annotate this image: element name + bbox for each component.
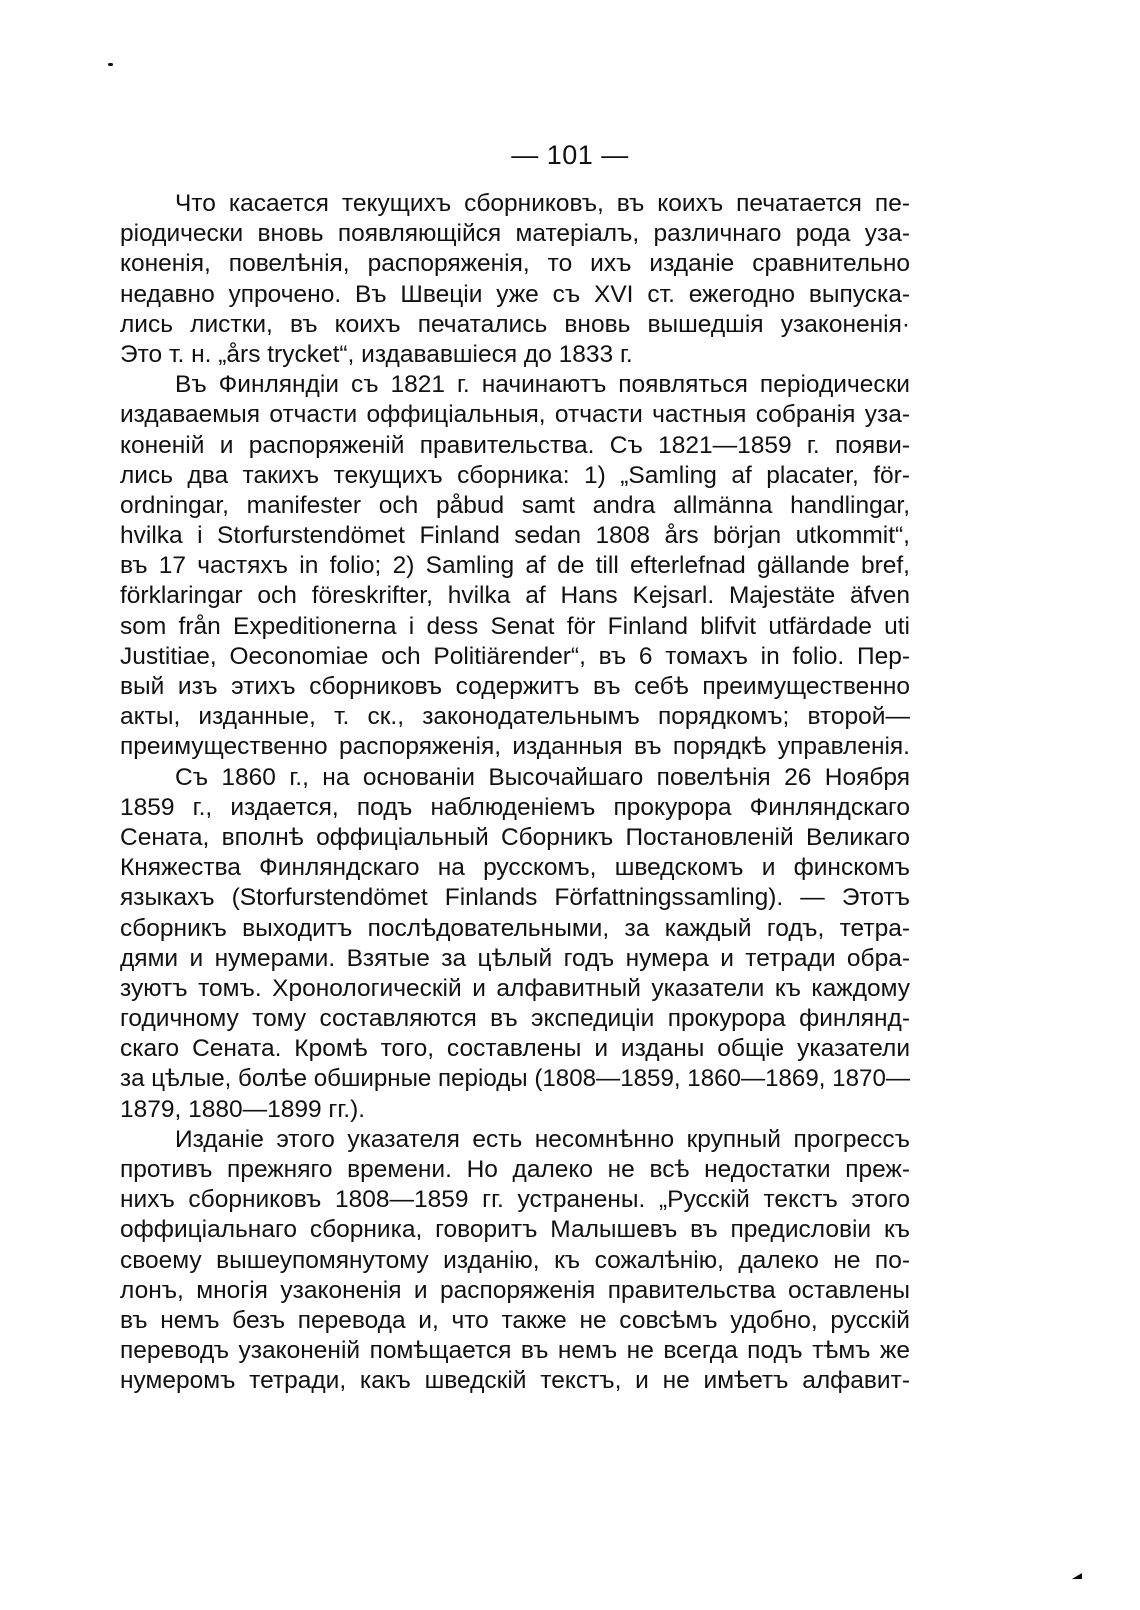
text-line: ordningar, manifester och påbud samt andra allmänna handlingar, — [120, 491, 910, 519]
text-line: сборникъ выходитъ послѣдовательными, за каждый годъ, тетра- — [120, 914, 910, 942]
text-line: Что касается текущихъ сборниковъ, въ коихъ печатается пе- — [175, 190, 910, 217]
text-line: ріодически вновь появляющійся матеріалъ, различнаго рода уза- — [120, 220, 910, 248]
text-line: за цѣлые, болѣе обширные періоды (1808—1859, 1860—1869, 1870— — [120, 1065, 910, 1093]
text-line: зуютъ томъ. Хронологическій и алфавитный указатели къ каждому — [120, 974, 910, 1002]
text-line: противъ прежняго времени. Но далеко не всѣ недостатки преж- — [120, 1156, 910, 1183]
paragraph-4 — [120, 1125, 910, 1397]
text-line: som från Expeditionerna i dess Senat för Finland blifvit utfärdade uti — [120, 612, 910, 640]
text-line: языкахъ (Storfurstendömet Finlands Författningssamling). — Этотъ — [120, 884, 910, 912]
paragraph-3 — [120, 763, 910, 1125]
page-number: — 101 — — [511, 140, 629, 170]
text-line: оффиціальнаго сборника, говоритъ Малышевъ въ предисловіи къ — [120, 1216, 910, 1244]
text-line: hvilka i Storfurstendömet Finland sedan 1808 års början utkommit“, — [120, 522, 910, 550]
text-line: преимущественно распоряженія, изданныя въ порядкѣ управленія. — [120, 733, 910, 761]
paragraph-1 — [120, 189, 910, 370]
text-line: дями и нумерами. Взятые за цѣлый годъ нумера и тетради обра- — [120, 944, 910, 972]
text-line: Сената, вполнѣ оффиціальный Сборникъ Постановленій Великаго — [120, 823, 910, 851]
text-line: коненій и распоряженій правительства. Съ 1821—1859 г. появи- — [120, 431, 910, 459]
text-line: Это т. н. „års trycket“, издававшіеся до 1833 г. — [120, 340, 633, 368]
text-line: Съ 1860 г., на основаніи Высочайшаго повелѣнія 26 Ноября — [175, 763, 910, 791]
text-line: въ 17 частяхъ in folio; 2) Samling af de till efterlefnad gällande bref, — [120, 552, 910, 580]
text-line: коненія, повелѣнія, распоряженія, то ихъ изданіе сравнительно — [120, 250, 910, 278]
text-line: вый изъ этихъ сборниковъ содержитъ въ себѣ преимущественно — [120, 673, 910, 700]
text-line: 1879, 1880—1899 гг.). — [120, 1095, 366, 1123]
text-line: лонъ, многія узаконенія и распоряженія правительства оставлены — [120, 1276, 910, 1304]
text-line: лись листки, въ коихъ печатались вновь вышедшія узаконенія· — [120, 310, 910, 338]
text-line: нумеромъ тетради, какъ шведскій текстъ, и не имѣетъ алфавит- — [120, 1367, 910, 1395]
text-line: переводъ узаконеній помѣщается въ немъ не всегда подъ тѣмъ же — [120, 1337, 910, 1365]
text-line: Въ Финляндіи съ 1821 г. начинаютъ появляться періодически — [175, 371, 910, 399]
text-line: нихъ сборниковъ 1808—1859 гг. устранены. „Русскій текстъ этого — [120, 1186, 910, 1214]
text-line: акты, изданные, т. ск., законодательнымъ порядкомъ; второй— — [120, 703, 910, 731]
scan-speck — [1072, 1573, 1082, 1579]
text-line: Изданіе этого указателя есть несомнѣнно крупный прогрессъ — [175, 1125, 910, 1153]
text-line: годичному тому составляются въ экспедиціи прокурора финлянд- — [120, 1005, 910, 1033]
scan-speck — [108, 63, 113, 66]
page-body — [120, 189, 910, 1397]
text-line: förklaringar och föreskrifter, hvilka af Hans Kejsarl. Majestäte äfven — [120, 582, 910, 610]
text-line: скаго Сената. Кромѣ того, составлены и изданы общіе указатели — [120, 1035, 910, 1063]
text-line: своему вышеупомянутому изданію, къ сожалѣнію, далеко не по- — [120, 1246, 910, 1274]
text-line: Княжества Финляндскаго на русскомъ, шведскомъ и финскомъ — [120, 854, 910, 882]
text-line: лись два такихъ текущихъ сборника: 1) „Samling af placater, för- — [120, 461, 910, 489]
text-line: Justitiae, Oeconomiae och Politiärender“, въ 6 томахъ in folio. Пер- — [120, 642, 910, 670]
text-line: 1859 г., издается, подъ наблюденіемъ прокурора Финляндскаго — [120, 793, 910, 821]
paragraph-2 — [120, 370, 910, 762]
text-line: въ немъ безъ перевода и, что также не совсѣмъ удобно, русскій — [120, 1306, 910, 1334]
text-line: издаваемыя отчасти оффиціальныя, отчасти частныя собранія уза- — [120, 401, 910, 429]
text-line: недавно упрочено. Въ Швеціи уже съ XVI ст. ежегодно выпуска- — [120, 280, 910, 308]
